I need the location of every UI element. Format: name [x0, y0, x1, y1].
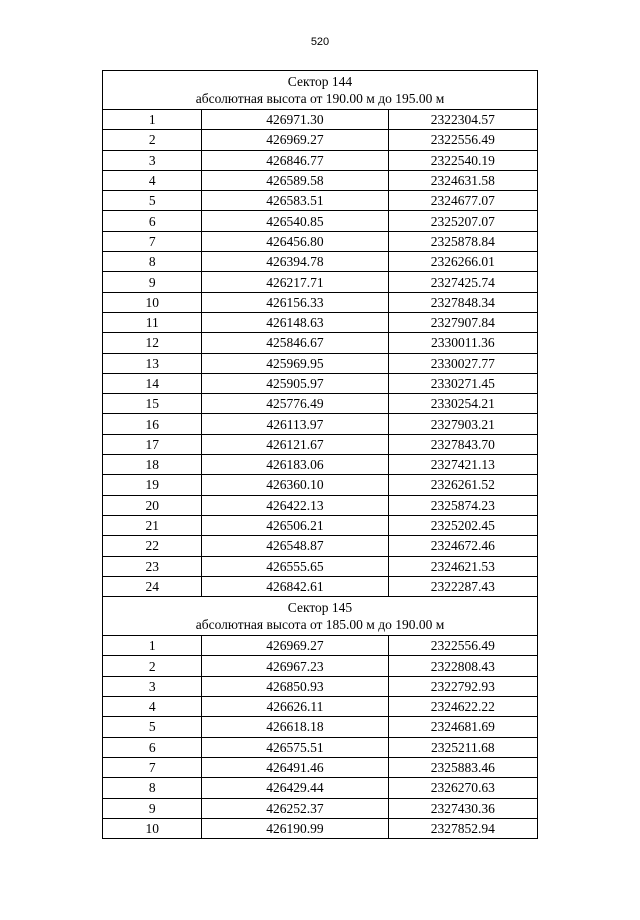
- table-row: [103, 818, 538, 838]
- point-number: 2: [103, 130, 202, 150]
- coordinates-table-body: [103, 71, 538, 839]
- coordinate-y: 2325207.07: [388, 211, 537, 231]
- coordinate-x: 426850.93: [202, 676, 388, 696]
- table-row: [103, 150, 538, 170]
- table-row: [103, 252, 538, 272]
- coordinate-y: 2324677.07: [388, 191, 537, 211]
- coordinate-y: 2330271.45: [388, 373, 537, 393]
- table-row: [103, 636, 538, 656]
- page-number: 520: [310, 36, 330, 48]
- coordinate-x: 426969.27: [202, 130, 388, 150]
- coordinate-y: 2326266.01: [388, 252, 537, 272]
- coordinate-x: 426456.80: [202, 231, 388, 251]
- coordinate-x: 426190.99: [202, 818, 388, 838]
- coordinate-y: 2322808.43: [388, 656, 537, 676]
- coordinate-x: 426626.11: [202, 697, 388, 717]
- sector-altitude: абсолютная высота от 190.00 м до 195.00 м: [195, 91, 445, 106]
- coordinate-x: 426360.10: [202, 475, 388, 495]
- table-row: [103, 495, 538, 515]
- coordinate-x: 426422.13: [202, 495, 388, 515]
- point-number: 21: [103, 515, 202, 535]
- coordinate-y: 2322287.43: [388, 576, 537, 596]
- table-row: [103, 536, 538, 556]
- point-number: 3: [103, 150, 202, 170]
- sector-title: Сектор 144: [287, 74, 353, 89]
- coordinate-x: 426156.33: [202, 292, 388, 312]
- point-number: 15: [103, 394, 202, 414]
- point-number: 5: [103, 191, 202, 211]
- coordinate-y: 2325883.46: [388, 757, 537, 777]
- table-row: [103, 110, 538, 130]
- coordinate-y: 2327903.21: [388, 414, 537, 434]
- table-row: [103, 778, 538, 798]
- coordinate-y: 2322556.49: [388, 636, 537, 656]
- table-row: [103, 292, 538, 312]
- coordinate-x: 425776.49: [202, 394, 388, 414]
- point-number: 8: [103, 252, 202, 272]
- sector-title: Сектор 145: [287, 600, 353, 616]
- sector-header: [103, 71, 538, 110]
- point-number: 22: [103, 536, 202, 556]
- point-number: 5: [103, 717, 202, 737]
- table-row: [103, 576, 538, 596]
- table-row: [103, 414, 538, 434]
- coordinate-x: 426583.51: [202, 191, 388, 211]
- coordinate-y: 2327430.36: [388, 798, 537, 818]
- table-row: [103, 353, 538, 373]
- coordinate-x: 426491.46: [202, 757, 388, 777]
- coordinate-x: 425846.67: [202, 333, 388, 353]
- table-row: [103, 333, 538, 353]
- point-number: 24: [103, 576, 202, 596]
- point-number: 2: [103, 656, 202, 676]
- coordinate-y: 2325874.23: [388, 495, 537, 515]
- table-row: [103, 373, 538, 393]
- coordinate-x: 426506.21: [202, 515, 388, 535]
- table-row: [103, 191, 538, 211]
- coordinate-x: 426113.97: [202, 414, 388, 434]
- sector-header-cell: [103, 71, 538, 110]
- table-row: [103, 272, 538, 292]
- coordinate-y: 2324622.22: [388, 697, 537, 717]
- coordinate-y: 2326261.52: [388, 475, 537, 495]
- coordinate-x: 426971.30: [202, 110, 388, 130]
- coordinate-y: 2324631.58: [388, 170, 537, 190]
- coordinate-y: 2326270.63: [388, 778, 537, 798]
- point-number: 4: [103, 697, 202, 717]
- point-number: 7: [103, 757, 202, 777]
- point-number: 1: [103, 636, 202, 656]
- point-number: 17: [103, 434, 202, 454]
- point-number: 9: [103, 798, 202, 818]
- table-row: [103, 676, 538, 696]
- coordinate-y: 2322304.57: [388, 110, 537, 130]
- sector-header-cell: [103, 597, 538, 636]
- table-row: [103, 556, 538, 576]
- coordinate-y: 2330011.36: [388, 333, 537, 353]
- table-row: [103, 737, 538, 757]
- coordinate-y: 2327907.84: [388, 312, 537, 332]
- coordinates-table: [102, 70, 538, 839]
- coordinate-x: 426540.85: [202, 211, 388, 231]
- point-number: 8: [103, 778, 202, 798]
- coordinate-y: 2322792.93: [388, 676, 537, 696]
- point-number: 11: [103, 312, 202, 332]
- coordinate-y: 2325211.68: [388, 737, 537, 757]
- table-row: [103, 170, 538, 190]
- coordinate-y: 2325202.45: [388, 515, 537, 535]
- table-row: [103, 757, 538, 777]
- point-number: 13: [103, 353, 202, 373]
- coordinate-y: 2327421.13: [388, 455, 537, 475]
- point-number: 6: [103, 737, 202, 757]
- sector-altitude: абсолютная высота от 185.00 м до 190.00 м: [195, 617, 445, 633]
- coordinate-y: 2324621.53: [388, 556, 537, 576]
- coordinate-y: 2322540.19: [388, 150, 537, 170]
- coordinate-x: 426969.27: [202, 636, 388, 656]
- point-number: 18: [103, 455, 202, 475]
- table-row: [103, 515, 538, 535]
- point-number: 12: [103, 333, 202, 353]
- point-number: 1: [103, 110, 202, 130]
- point-number: 4: [103, 170, 202, 190]
- coordinate-y: 2330027.77: [388, 353, 537, 373]
- coordinate-y: 2324681.69: [388, 717, 537, 737]
- point-number: 3: [103, 676, 202, 696]
- coordinate-x: 426967.23: [202, 656, 388, 676]
- coordinate-x: 425969.95: [202, 353, 388, 373]
- coordinate-x: 426842.61: [202, 576, 388, 596]
- coordinate-x: 426618.18: [202, 717, 388, 737]
- point-number: 10: [103, 818, 202, 838]
- coordinate-x: 426589.58: [202, 170, 388, 190]
- coordinate-y: 2330254.21: [388, 394, 537, 414]
- coordinate-y: 2325878.84: [388, 231, 537, 251]
- table-row: [103, 130, 538, 150]
- coordinate-y: 2324672.46: [388, 536, 537, 556]
- table-row: [103, 798, 538, 818]
- table-row: [103, 394, 538, 414]
- point-number: 23: [103, 556, 202, 576]
- table-row: [103, 697, 538, 717]
- coordinate-x: 426555.65: [202, 556, 388, 576]
- point-number: 6: [103, 211, 202, 231]
- coordinate-x: 425905.97: [202, 373, 388, 393]
- coordinate-x: 426183.06: [202, 455, 388, 475]
- coordinate-y: 2327848.34: [388, 292, 537, 312]
- coordinate-y: 2327852.94: [388, 818, 537, 838]
- coordinate-x: 426429.44: [202, 778, 388, 798]
- coordinate-x: 426394.78: [202, 252, 388, 272]
- table-row: [103, 455, 538, 475]
- coordinate-x: 426548.87: [202, 536, 388, 556]
- coordinate-y: 2327843.70: [388, 434, 537, 454]
- coordinate-x: 426217.71: [202, 272, 388, 292]
- coordinate-x: 426148.63: [202, 312, 388, 332]
- table-row: [103, 475, 538, 495]
- coordinate-y: 2327425.74: [388, 272, 537, 292]
- table-row: [103, 656, 538, 676]
- table-row: [103, 211, 538, 231]
- coordinate-x: 426121.67: [202, 434, 388, 454]
- coordinate-x: 426846.77: [202, 150, 388, 170]
- point-number: 7: [103, 231, 202, 251]
- coordinate-y: 2322556.49: [388, 130, 537, 150]
- coordinate-x: 426575.51: [202, 737, 388, 757]
- point-number: 14: [103, 373, 202, 393]
- coordinate-x: 426252.37: [202, 798, 388, 818]
- table-row: [103, 717, 538, 737]
- point-number: 16: [103, 414, 202, 434]
- point-number: 20: [103, 495, 202, 515]
- point-number: 10: [103, 292, 202, 312]
- point-number: 19: [103, 475, 202, 495]
- sector-header: [103, 597, 538, 636]
- table-row: [103, 231, 538, 251]
- point-number: 9: [103, 272, 202, 292]
- table-row: [103, 312, 538, 332]
- table-row: [103, 434, 538, 454]
